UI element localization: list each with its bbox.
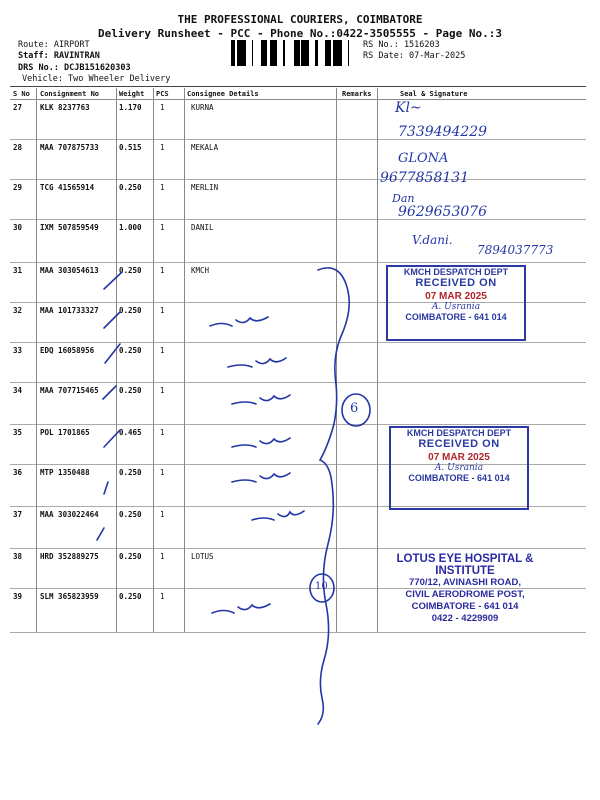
drs-label: DRS No.: DCJB151620303: [18, 63, 131, 73]
ditto-mark: [210, 317, 268, 326]
row-27-sno: 27: [13, 103, 23, 112]
tick-mark: [104, 482, 108, 494]
barcode-bar: [307, 40, 309, 66]
barcode-bar: [276, 40, 277, 66]
signature-29: Dan: [392, 192, 415, 205]
row-36-cno: MTP 1350488: [40, 468, 90, 477]
handwritten-phone-27: 7339494229: [398, 124, 488, 140]
row-37-cno: MAA 303022464: [40, 510, 99, 519]
barcode-bar: [265, 40, 267, 66]
row-38-sno: 38: [13, 552, 23, 561]
company-title: THE PROFESSIONAL COURIERS, COIMBATORE: [177, 13, 423, 26]
barcode-bar: [330, 40, 331, 66]
row-31-cno: MAA 303054613: [40, 266, 99, 275]
row-32-pcs: 1: [160, 306, 165, 315]
barcode-bar: [252, 40, 253, 66]
barcode-bar: [294, 40, 295, 66]
stamp-signer: A. Usrania: [431, 302, 481, 312]
col-divider: [36, 88, 37, 632]
tick-mark: [104, 312, 120, 328]
barcode: [231, 40, 357, 66]
col-divider: [336, 88, 337, 632]
barcode-bar: [337, 40, 339, 66]
row-27-pcs: 1: [160, 103, 165, 112]
row-rule: [10, 342, 586, 343]
barcode-bar: [283, 40, 285, 66]
row-33-sno: 33: [13, 346, 23, 355]
row-37-weight: 0.250: [119, 510, 142, 519]
col-divider: [377, 88, 378, 632]
barcode-bar: [327, 40, 330, 66]
rs-no-label: RS No.: 1516203: [363, 40, 440, 50]
row-38-pcs: 1: [160, 552, 165, 561]
row-rule: [10, 548, 586, 549]
row-34-cno: MAA 707715465: [40, 386, 99, 395]
barcode-bar: [271, 40, 273, 66]
row-28-pcs: 1: [160, 143, 165, 152]
barcode-bar: [301, 40, 303, 66]
stamp-received: RECEIVED ON: [418, 438, 500, 450]
signature-27: Kl~: [395, 100, 422, 116]
row-28-sno: 28: [13, 143, 23, 152]
barcode-bar: [270, 40, 271, 66]
row-28-cno: MAA 707875733: [40, 143, 99, 152]
row-33-cno: EDQ 16058956: [40, 346, 95, 355]
row-34-sno: 34: [13, 386, 23, 395]
staff-label: Staff: RAVINTRAN: [18, 51, 100, 61]
row-28-weight: 0.515: [119, 143, 142, 152]
row-34-pcs: 1: [160, 386, 165, 395]
row-36-weight: 0.250: [119, 468, 142, 477]
row-35-cno: POL 1701865: [40, 428, 90, 437]
col-header-consignee: Consignee Details: [187, 90, 259, 98]
ditto-mark: [252, 511, 304, 520]
row-37-sno: 37: [13, 510, 23, 519]
barcode-bar: [237, 40, 240, 66]
barcode-bar: [264, 40, 265, 66]
row-35-weight: 0.465: [119, 428, 142, 437]
barcode-bar: [261, 40, 264, 66]
runsheet-subtitle: Delivery Runsheet - PCC - Phone No.:0422-3505555 - Page No.:3: [98, 27, 502, 40]
row-rule: [10, 382, 586, 383]
signature-30: V.dani.: [412, 233, 453, 247]
handwritten-phone-29: 9629653076: [398, 204, 488, 220]
row-36-sno: 36: [13, 468, 23, 477]
row-30-cno: IXM 507859549: [40, 223, 99, 232]
row-29-weight: 0.250: [119, 183, 142, 192]
row-29-pcs: 1: [160, 183, 165, 192]
barcode-bar: [315, 40, 318, 66]
row-27-cno: KLK 8237763: [40, 103, 90, 112]
circled-number-38: 10: [315, 581, 328, 592]
row-38-cno: HRD 352889275: [40, 552, 99, 561]
header-bottom-rule: [10, 99, 586, 100]
stamp-dept: KMCH DESPATCH DEPT: [406, 428, 512, 438]
ditto-mark: [212, 604, 270, 613]
row-31-sno: 31: [13, 266, 23, 275]
barcode-bar: [273, 40, 276, 66]
tick-mark: [97, 528, 104, 540]
tick-mark: [104, 430, 120, 447]
row-30-weight: 1.000: [119, 223, 142, 232]
stamp-date: 07 MAR 2025: [428, 452, 490, 463]
circled-number-34: 6: [350, 401, 359, 416]
row-31-pcs: 1: [160, 266, 165, 275]
row-rule: [10, 424, 586, 425]
row-39-weight: 0.250: [119, 592, 142, 601]
barcode-bar: [243, 40, 246, 66]
col-header-sno: S No: [13, 90, 30, 98]
row-31-weight: 0.250: [119, 266, 142, 275]
tick-mark: [105, 344, 120, 363]
row-30-consignee: DANIL: [191, 223, 214, 232]
col-divider: [116, 88, 117, 632]
barcode-bar: [325, 40, 327, 66]
row-38-consignee: LOTUS: [191, 552, 214, 561]
row-39-pcs: 1: [160, 592, 165, 601]
tick-mark: [103, 386, 116, 399]
table-top-rule: [10, 86, 586, 87]
brace-stroke: [318, 268, 349, 724]
barcode-bar: [234, 40, 235, 66]
lotus-address-3: COIMBATORE - 641 014: [411, 601, 519, 612]
row-39-sno: 39: [13, 592, 23, 601]
barcode-bar: [240, 40, 241, 66]
row-38-weight: 0.250: [119, 552, 142, 561]
barcode-bar: [333, 40, 336, 66]
row-29-cno: TCG 41565914: [40, 183, 95, 192]
row-rule: [10, 632, 586, 633]
col-divider: [184, 88, 185, 632]
row-32-sno: 32: [13, 306, 23, 315]
vehicle-label: Vehicle: Two Wheeler Delivery: [22, 74, 171, 84]
lotus-hospital-stamp: [370, 553, 560, 625]
handwritten-phone-28: 9677858131: [380, 170, 470, 186]
row-35-sno: 35: [13, 428, 23, 437]
stamp-date: 07 MAR 2025: [425, 291, 487, 302]
row-31-consignee: KMCH: [191, 266, 210, 275]
lotus-address-1: 770/12, AVINASHI ROAD,: [409, 577, 521, 588]
row-34-weight: 0.250: [119, 386, 142, 395]
handwritten-name-28: GLONA: [398, 151, 449, 166]
ditto-mark: [228, 358, 286, 367]
row-39-cno: SLM 365823959: [40, 592, 99, 601]
col-header-seal: Seal & Signature: [400, 90, 468, 98]
row-rule: [10, 262, 586, 263]
stamp-city: COIMBATORE - 641 014: [405, 312, 507, 322]
barcode-bar: [303, 40, 306, 66]
barcode-bar: [297, 40, 300, 66]
lotus-address-2: CIVIL AERODROME POST,: [405, 589, 525, 600]
rs-date-label: RS Date: 07-Mar-2025: [363, 51, 466, 61]
row-30-pcs: 1: [160, 223, 165, 232]
col-header-weight: Weight: [119, 90, 145, 98]
row-30-sno: 30: [13, 223, 23, 232]
barcode-bar: [241, 40, 243, 66]
row-29-consignee: MERLIN: [191, 183, 219, 192]
barcode-bar: [339, 40, 342, 66]
route-label: Route: AIRPORT: [18, 40, 90, 50]
row-28-consignee: MEKALA: [191, 143, 219, 152]
stamp-signer: A. Usrania: [434, 463, 484, 473]
ditto-mark: [232, 438, 290, 447]
row-rule: [10, 179, 586, 180]
barcode-bar: [231, 40, 234, 66]
barcode-bar: [306, 40, 307, 66]
col-header-pcs: PCS: [156, 90, 169, 98]
row-32-weight: 0.250: [119, 306, 142, 315]
col-header-remarks: Remarks: [342, 90, 372, 98]
row-33-weight: 0.250: [119, 346, 142, 355]
lotus-phone: 0422 - 4229909: [431, 613, 499, 624]
kmch-received-stamp: [389, 426, 529, 510]
row-27-weight: 1.170: [119, 103, 142, 112]
row-27-consignee: KURNA: [191, 103, 214, 112]
handwritten-phone-30: 7894037773: [477, 243, 554, 257]
kmch-received-stamp: [386, 265, 526, 341]
row-35-pcs: 1: [160, 428, 165, 437]
row-33-pcs: 1: [160, 346, 165, 355]
col-header-consignment: Consignment No: [40, 90, 100, 98]
row-32-cno: MAA 101733327: [40, 306, 99, 315]
barcode-bar: [348, 40, 349, 66]
barcode-bar: [336, 40, 337, 66]
stamp-city: COIMBATORE - 641 014: [408, 473, 510, 483]
stamp-received: RECEIVED ON: [415, 277, 497, 289]
row-rule: [10, 219, 586, 220]
row-rule: [10, 139, 586, 140]
row-37-pcs: 1: [160, 510, 165, 519]
barcode-bar: [295, 40, 297, 66]
lotus-name: LOTUS EYE HOSPITAL & INSTITUTE: [396, 553, 534, 577]
stamp-dept: KMCH DESPATCH DEPT: [403, 267, 509, 277]
ditto-mark: [232, 473, 290, 482]
ditto-mark: [232, 395, 290, 404]
col-divider: [153, 88, 154, 632]
row-36-pcs: 1: [160, 468, 165, 477]
row-29-sno: 29: [13, 183, 23, 192]
